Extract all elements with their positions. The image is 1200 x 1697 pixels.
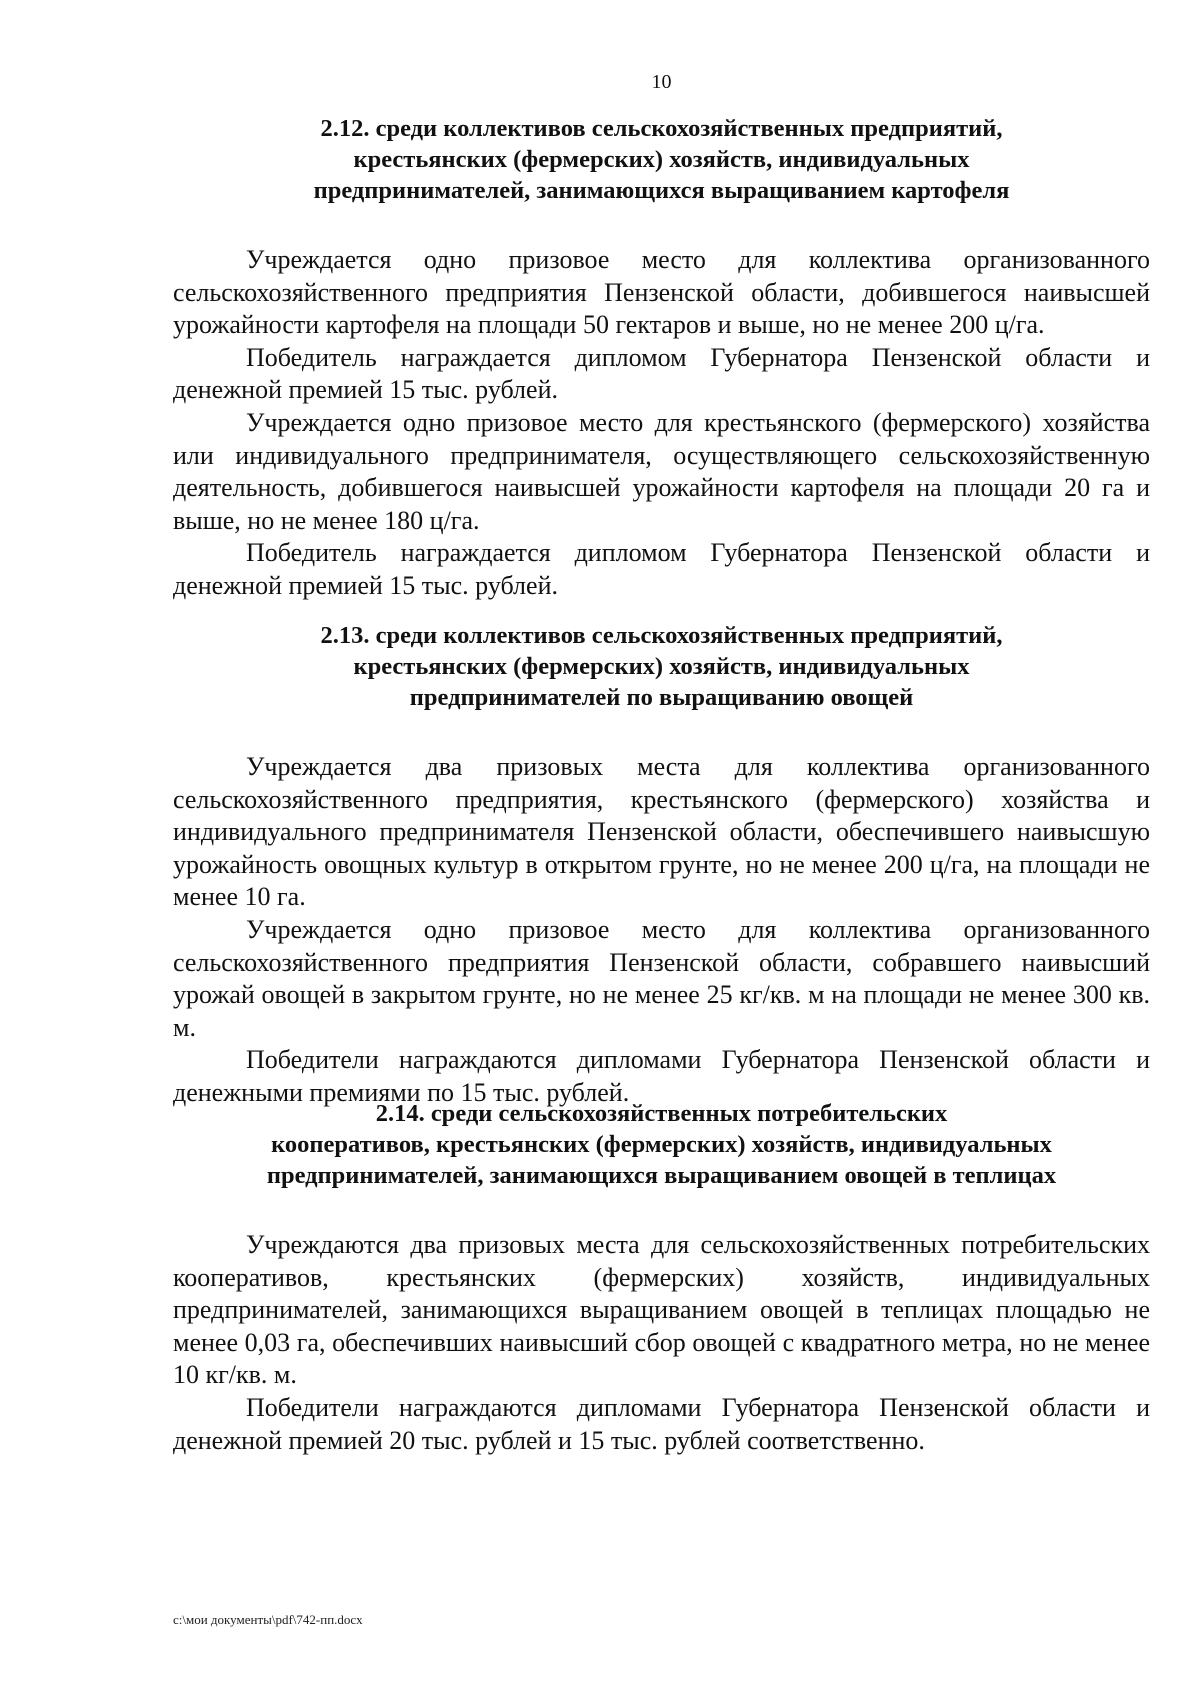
section-title-line: крестьянских (фермерских) хозяйств, индивидуальных [353, 653, 970, 680]
paragraph: Победители награждаются дипломами Губернатора Пензенской области и денежными премиями по 15 тыс. рублей. [173, 1045, 1150, 1107]
section-title [173, 113, 1150, 206]
page-number: 10 [651, 71, 672, 93]
section-title-line: предпринимателей, занимающихся выращиванием картофеля [313, 177, 1010, 204]
section-title-line: предпринимателей по выращиванию овощей [409, 684, 914, 711]
section-title-line: предпринимателей, занимающихся выращиванием овощей в теплицах [266, 1162, 1057, 1189]
section-2-13 [173, 620, 1150, 1110]
paragraph: Учреждаются два призовых места для сельскохозяйственных потребительских кооперативов, крестьянских (фермерских) хозяйств, индивидуальных предпринимателей, занимающихся выращиванием овощей в теплицах площадью не менее 0,03 га, обеспечивших наивысший сбор овощей с квадратного метра, но не менее 10 кг/кв. м. [173, 1230, 1150, 1390]
section-title [173, 620, 1150, 713]
paragraph: Учреждается одно призовое место для коллектива организованного сельскохозяйственного предприятия Пензенской области, добившегося наивысшей урожайности картофеля на площади 50 гектаров и выше, но не менее 200 ц/га. [173, 245, 1150, 340]
paragraph: Победитель награждается дипломом Губернатора Пензенской области и денежной премией 15 тыс. рублей. [173, 538, 1150, 600]
paragraph: Учреждается одно призовое место для крестьянского (фермерского) хозяйства или индивидуального предпринимателя, осуществляющего сельскохозяйственную деятельность, добившегося наивысшей урожайности картофеля на площади 20 га и выше, но не менее 180 ц/га. [173, 407, 1150, 535]
section-title [173, 1098, 1150, 1191]
section-title-line: кооперативов, крестьянских (фермерских) хозяйств, индивидуальных [271, 1131, 1052, 1158]
section-title-line: 2.14. среди сельскохозяйственных потребительских [375, 1100, 948, 1127]
paragraph: Победитель награждается дипломом Губернатора Пензенской области и денежной премией 15 тыс. рублей. [173, 342, 1150, 405]
paragraph: Победители награждаются дипломами Губернатора Пензенской области и денежной премией 20 тыс. рублей и 15 тыс. рублей соответственно. [173, 1392, 1150, 1455]
section-2-14 [173, 1098, 1150, 1457]
section-title-line: 2.13. среди коллективов сельскохозяйственных предприятий, [320, 622, 1003, 649]
footer-file-path: c:\мои документы\pdf\742-пп.docx [173, 1612, 363, 1627]
paragraph: Учреждается два призовых места для коллектива организованного сельскохозяйственного предприятия, крестьянского (фермерского) хозяйства и индивидуального предпринимателя Пензенской области, обеспечившего наивысшую урожайность овощных культур в открытом грунте, но не менее 200 ц/га, на площади не менее 10 га. [173, 752, 1150, 912]
paragraph: Учреждается одно призовое место для коллектива организованного сельскохозяйственного предприятия Пензенской области, собравшего наивысший урожай овощей в закрытом грунте, но не менее 25 кг/кв. м на площади не менее 300 кв. м. [173, 914, 1150, 1042]
section-title-line: 2.12. среди коллективов сельскохозяйственных предприятий, [320, 115, 1003, 142]
section-title-line: крестьянских (фермерских) хозяйств, индивидуальных [353, 146, 970, 173]
section-2-12 [173, 113, 1150, 603]
